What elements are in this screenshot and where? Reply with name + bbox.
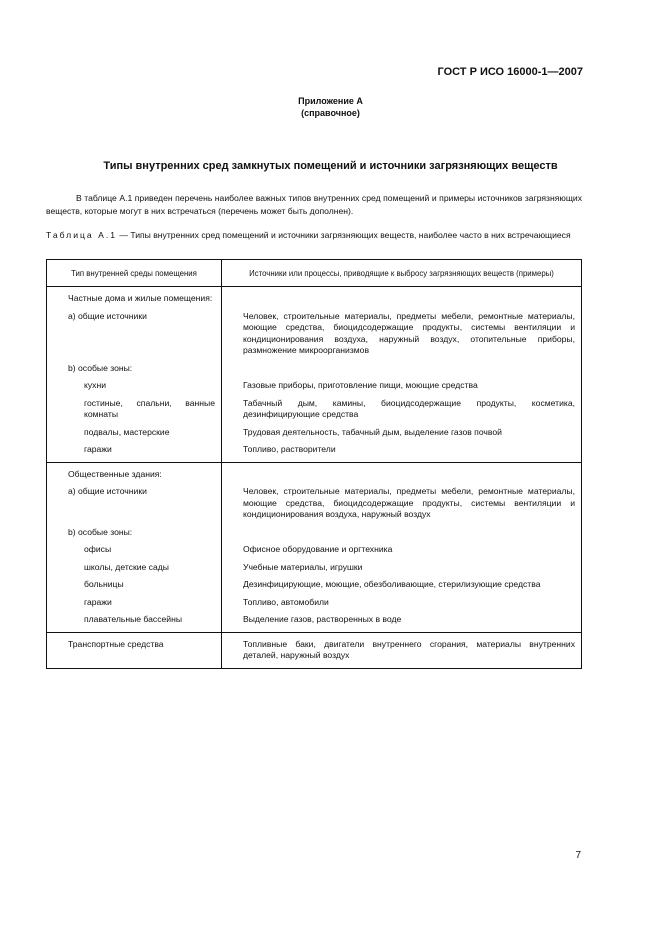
pollution-sources-cell — [222, 575, 582, 593]
environment-type-cell — [47, 593, 222, 611]
pollution-sources-text: Табачный дым, камины, биоцидсодержащие продукты, косметика, дезинфицирующие средства — [243, 397, 575, 419]
pollution-sources-text: Учебные материалы, игрушки — [243, 561, 363, 572]
pollution-sources-cell — [222, 523, 582, 541]
intro-paragraph: В таблице А.1 приведен перечень наиболее важных типов внутренних сред помещений и примеры источников загрязняющих веществ, которые могут в них встречаться (перечень может быть дополнен). — [46, 193, 582, 216]
pollution-sources-cell — [222, 482, 582, 523]
table-caption — [46, 229, 582, 241]
pollution-sources-cell — [222, 440, 582, 462]
page-number: 7 — [575, 850, 581, 861]
environment-type-text: подвалы, мастерские — [84, 426, 170, 437]
pollution-sources-cell — [222, 307, 582, 359]
pollution-sources-cell — [222, 632, 582, 668]
table-row — [47, 575, 582, 593]
appendix-title: Приложение А — [298, 96, 363, 106]
pollution-sources-text: Человек, строительные материалы, предметы мебели, ремонтные материалы, моющие средства, биоцидсодержащие продукты, системы вентиляции и кондиционирования воздуха, наружный воздух — [243, 486, 575, 519]
table-row — [47, 593, 582, 611]
environment-type-cell — [47, 307, 222, 359]
environment-type-text: b) особые зоны: — [68, 362, 133, 373]
environment-type-cell — [47, 632, 222, 668]
environment-type-text: офисы — [84, 544, 112, 554]
pollution-sources-text — [222, 523, 581, 529]
pollution-sources-text — [222, 359, 581, 365]
environment-type-text: кухни — [84, 380, 106, 390]
environment-type-text: а) общие источники — [68, 486, 147, 496]
pollution-sources-text: Офисное оборудование и оргтехника — [243, 544, 393, 554]
environment-type-text: плавательные бассейны — [84, 614, 183, 624]
environment-type-text: гостиные, спальни, ванные комнаты — [84, 397, 215, 419]
pollution-sources-cell — [222, 394, 582, 423]
pollution-sources-text: Газовые приборы, приготовление пищи, моющие средства — [243, 380, 478, 390]
environment-type-text: b) особые зоны: — [68, 526, 133, 537]
environment-type-cell — [47, 575, 222, 593]
pollution-sources-cell — [222, 359, 582, 377]
pollution-sources-text: Трудовая деятельность, табачный дым, выделение газов почвой — [243, 426, 502, 437]
pollution-sources-cell — [222, 287, 582, 307]
environment-type-cell — [47, 462, 222, 482]
sources-table — [46, 259, 582, 669]
table-row — [47, 440, 582, 462]
appendix-subtitle: (справочное) — [301, 108, 360, 118]
pollution-sources-cell — [222, 540, 582, 558]
environment-type-cell — [47, 423, 222, 441]
section-title: Типы внутренних сред замкнутых помещений и источники загрязняющих веществ — [103, 160, 558, 172]
environment-type-text: Частные дома и жилые помещения: — [68, 293, 213, 303]
pollution-sources-cell — [222, 593, 582, 611]
pollution-sources-cell — [222, 423, 582, 441]
environment-type-cell — [47, 540, 222, 558]
table-row — [47, 610, 582, 632]
table-row — [47, 287, 582, 307]
pollution-sources-text: Дезинфицирующие, моющие, обезболивающие, стерилизующие средства — [243, 579, 541, 589]
table-row — [47, 558, 582, 576]
environment-type-cell — [47, 482, 222, 523]
environment-type-text: Общественные здания: — [68, 468, 162, 479]
pollution-sources-text: Топливные баки, двигатели внутреннего сгорания, материалы внутренних деталей, наружный воздух — [243, 638, 575, 660]
table-row — [47, 394, 582, 423]
environment-type-text: Транспортные средства — [68, 638, 164, 649]
pollution-sources-text — [222, 287, 581, 295]
pollution-sources-text: Человек, строительные материалы, предметы мебели, ремонтные материалы, моющие средства, биоцидсодержащие продукты, системы вентиляции и кондиционирования воздуха, наружный воздух, отопительные приборы, размножение микроорганизмов — [243, 310, 575, 355]
table-row — [47, 423, 582, 441]
table-caption-label: Таблица А.1 — [46, 230, 117, 240]
pollution-sources-cell — [222, 558, 582, 576]
pollution-sources-cell — [222, 462, 582, 482]
pollution-sources-text: Топливо, растворители — [243, 444, 336, 454]
environment-type-text: школы, детские сады — [84, 561, 169, 572]
table-row — [47, 462, 582, 482]
table-header-type: Тип внутренней среды помещения — [47, 260, 222, 287]
environment-type-cell — [47, 287, 222, 307]
environment-type-cell — [47, 440, 222, 462]
environment-type-cell — [47, 558, 222, 576]
pollution-sources-cell — [222, 376, 582, 394]
table-row — [47, 540, 582, 558]
table-row — [47, 523, 582, 541]
environment-type-text: а) общие источники — [68, 310, 147, 321]
table-caption-text: — Типы внутренних сред помещений и источники загрязняющих веществ, наиболее часто в них встречающиеся — [116, 230, 571, 240]
pollution-sources-text: Выделение газов, растворенных в воде — [243, 614, 402, 624]
environment-type-text: гаражи — [84, 444, 112, 454]
document-id: ГОСТ Р ИСО 16000-1—2007 — [437, 66, 583, 78]
table-row — [47, 307, 582, 359]
table-row — [47, 632, 582, 668]
pollution-sources-cell — [222, 610, 582, 632]
pollution-sources-text — [222, 463, 581, 471]
table-row — [47, 376, 582, 394]
environment-type-text: больницы — [84, 579, 124, 589]
table-row — [47, 359, 582, 377]
environment-type-text: гаражи — [84, 596, 112, 607]
environment-type-cell — [47, 523, 222, 541]
table-row — [47, 482, 582, 523]
environment-type-cell — [47, 394, 222, 423]
table-header-sources: Источники или процессы, приводящие к выбросу загрязняющих веществ (примеры) — [222, 260, 582, 287]
pollution-sources-text: Топливо, автомобили — [243, 596, 329, 607]
environment-type-cell — [47, 359, 222, 377]
environment-type-cell — [47, 376, 222, 394]
environment-type-cell — [47, 610, 222, 632]
